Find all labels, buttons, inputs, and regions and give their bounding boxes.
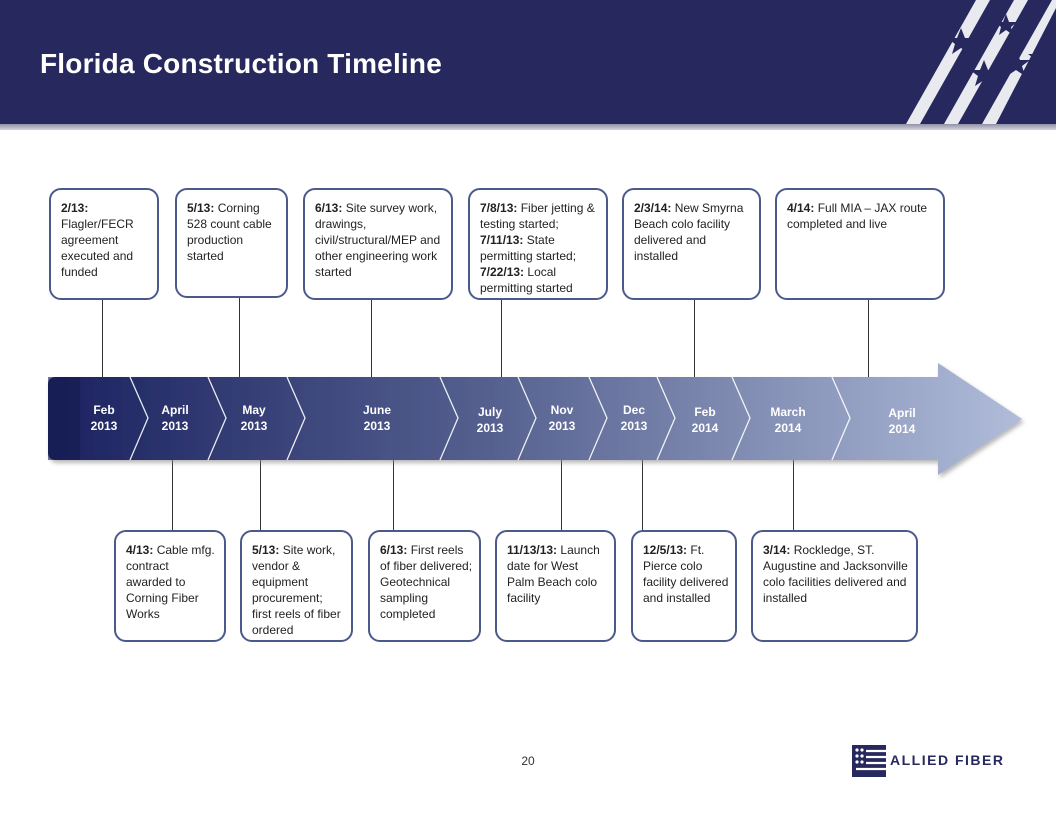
event-date: 3/14: [763, 543, 791, 557]
flag-stars-decoration-icon [866, 0, 1056, 124]
year-label: 2013 [240, 419, 268, 433]
event-date: 6/13: [315, 201, 343, 215]
event-text: Site survey work, drawings, civil/structural/MEP and other engineering work started [315, 201, 441, 279]
header-divider [0, 124, 1056, 130]
month-label: April [888, 406, 916, 420]
event-text: Local permitting started [480, 265, 573, 295]
event-box-nov-2013 [495, 530, 616, 642]
year-label: 2013 [161, 419, 189, 433]
event-box-july-2013 [468, 188, 608, 300]
event-text: Corning 528 count cable production started [187, 201, 272, 263]
timeline-month-feb-2014 [665, 404, 745, 436]
year-label: 2014 [691, 421, 719, 435]
page-title: Florida Construction Timeline [40, 48, 442, 79]
month-label: Feb [694, 405, 716, 419]
event-date: 5/13: [187, 201, 215, 215]
event-text: State permitting started; [480, 233, 577, 263]
month-label: March [770, 405, 806, 419]
month-label: Nov [550, 403, 574, 417]
event-text: Flagler/FECR agreement executed and funded [61, 217, 134, 279]
event-date: 5/13: [252, 543, 280, 557]
month-label: May [242, 403, 266, 417]
event-text: Site work, vendor & equipment procurement; first reels of fiber ordered [252, 543, 341, 637]
month-label: April [161, 403, 189, 417]
allied-fiber-logo [852, 744, 1022, 778]
timeline-month-june-2013 [337, 402, 417, 434]
year-label: 2013 [548, 419, 576, 433]
event-box-feb-2014 [622, 188, 761, 300]
event-date: 7/8/13: [480, 201, 518, 215]
timeline-month-feb-2013 [64, 402, 144, 434]
event-date: 4/14: [787, 201, 815, 215]
timeline-month-march-2014 [748, 404, 828, 436]
event-text: Full MIA – JAX route completed and live [787, 201, 928, 231]
event-text: Rockledge, ST. Augustine and Jacksonville colo facilities delivered and installed [763, 543, 908, 605]
logo-text: ALLIED FIBER [890, 752, 1005, 768]
event-text: Ft. Pierce colo facility delivered and installed [643, 543, 729, 605]
timeline-month-april-2014 [862, 405, 942, 437]
event-box-feb-2013 [49, 188, 159, 300]
event-date: 4/13: [126, 543, 154, 557]
event-box-may-2013 [175, 188, 288, 298]
event-text: Fiber jetting & testing started; [480, 201, 595, 231]
event-box-april-2013 [114, 530, 226, 642]
page-number: 20 [521, 754, 535, 768]
timeline-month-april-2013 [135, 402, 215, 434]
year-label: 2013 [363, 419, 391, 433]
year-label: 2014 [774, 421, 802, 435]
year-label: 2013 [620, 419, 648, 433]
event-date: 7/22/13: [480, 265, 525, 279]
event-date: 2/3/14: [634, 201, 672, 215]
event-date: 12/5/13: [643, 543, 688, 557]
year-label: 2014 [888, 422, 916, 436]
month-label: July [477, 405, 502, 419]
event-date: 11/13/13: [507, 543, 558, 557]
month-label: Dec [622, 403, 645, 417]
header-banner [0, 0, 1056, 124]
event-date: 6/13: [380, 543, 408, 557]
event-text: First reels of fiber delivered; Geotechnical sampling completed [380, 543, 473, 621]
event-box-may-2013-bottom [240, 530, 353, 642]
year-label: 2013 [90, 419, 118, 433]
event-box-march-2014 [751, 530, 918, 642]
event-date: 7/11/13: [480, 233, 524, 247]
flag-stars-icon [852, 745, 886, 777]
event-box-dec-2013 [631, 530, 737, 642]
event-box-june-2013-bottom [368, 530, 481, 642]
event-text: Cable mfg. contract awarded to Corning Fiber Works [126, 543, 215, 621]
event-box-june-2013 [303, 188, 453, 300]
timeline-month-nov-2013 [522, 402, 602, 434]
timeline-month-may-2013 [214, 402, 294, 434]
month-label: June [362, 403, 391, 417]
event-box-april-2014 [775, 188, 945, 300]
event-text: New Smyrna Beach colo facility delivered and installed [634, 201, 744, 263]
year-label: 2013 [476, 421, 504, 435]
month-label: Feb [93, 403, 115, 417]
timeline-month-dec-2013 [594, 402, 674, 434]
event-text: Launch date for West Palm Beach colo facility [507, 543, 600, 605]
event-date: 2/13: [61, 201, 89, 215]
timeline-month-july-2013 [450, 404, 530, 436]
